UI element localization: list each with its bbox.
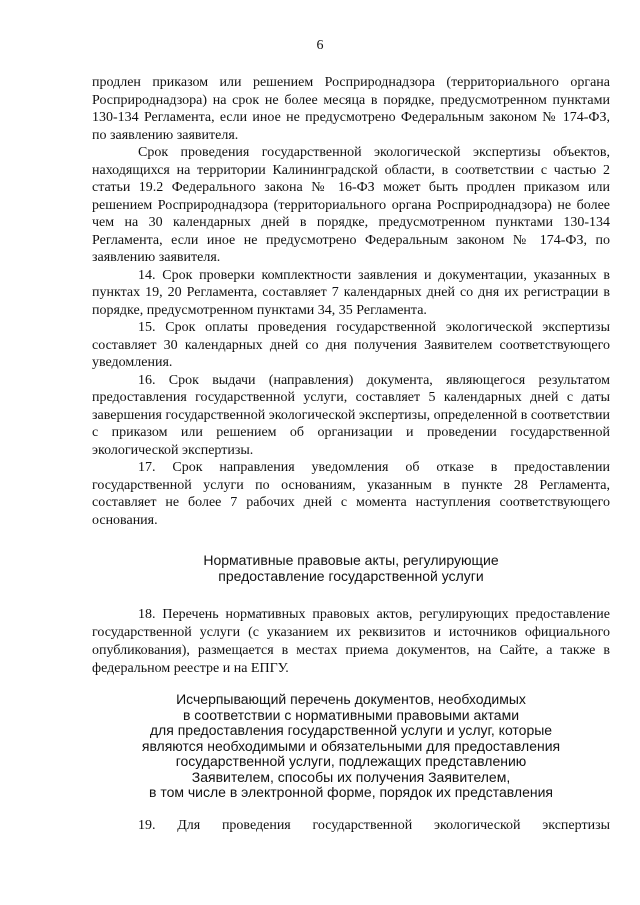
section-heading-documents (92, 692, 610, 801)
paragraph-17: 17. Срок направления уведомления об отказе в предоставлении государственной услуги по основаниям, указанным в пункте 28 Регламента, составляет не более 7 рабочих дней с момента наступления соответствующего основания. (92, 460, 610, 528)
paragraph-16: 16. Срок выдачи (направления) документа, являющегося результатом предоставления государственной услуги, составляет 5 календарных дней с даты завершения государственной экологической экспертизы, определенной в соответствии с приказом или решением об организации и проведении государственной экологической экспертизы. (92, 372, 610, 458)
heading-line: для предоставления государственной услуги и услуг, которые (149, 722, 553, 738)
heading-line: в соответствии с нормативными правовыми актами (182, 706, 520, 723)
paragraph-kaliningrad: Срок проведения государственной экологической экспертизы объектов, находящихся на территории Калининградской области, в соответствии с частью 2 статьи 19.2 Федерального закона № 16-ФЗ может быть продлен приказом или решением Росприроднадзора (территориального органа Росприроднадзора) не более чем на 30 календарных дней в порядке, предусмотренном пунктами 130-134 Регламента, если иное не предусмотрено Федеральным законом № 174-ФЗ, по заявлению заявителя. (92, 145, 610, 265)
paragraph-18: 18. Перечень нормативных правовых актов, регулирующих предоставление государственной услуги (с указанием их реквизитов и источников официального опубликования), размещается в местах приема документов, на Сайте, а также в федеральном реестре и на ЕПГУ. (92, 607, 610, 676)
page-number: 6 (316, 38, 324, 53)
section-heading-legal-acts (92, 553, 610, 584)
heading-line: Нормативные правовые акты, регулирующие (203, 552, 499, 568)
heading-line: являются необходимыми и обязательными для предоставления (141, 737, 561, 754)
heading-line: в том числе в электронной форме, порядок их представления (149, 784, 553, 800)
heading-line: государственной услуги, подлежащих представлению (175, 753, 527, 769)
paragraph-14: 14. Срок проверки комплектности заявления и документации, указанных в пунктах 19, 20 Регламента, составляет 7 календарных дней со дня их регистрации в порядке, предусмотренном пунктами 34, 35 Регламента. (92, 267, 610, 318)
heading-line: Исчерпывающий перечень документов, необходимых (176, 691, 526, 707)
paragraph-15: 15. Срок оплаты проведения государственной экологической экспертизы составляет 30 календарных дней со дня получения Заявителем соответствующего уведомления. (92, 320, 610, 370)
paragraph-continuation: продлен приказом или решением Росприроднадзора (территориального органа Росприроднадзора) на срок не более месяца в порядке, предусмотренном пунктами 130-134 Регламента, если иное не предусмотрено Федеральным законом № 174-ФЗ, по заявлению заявителя. (92, 75, 610, 143)
paragraph-19: 19. Для проведения государственной экологической экспертизы (138, 818, 610, 833)
heading-line: Заявителем, способы их получения Заявителем, (191, 768, 511, 785)
heading-line: предоставление государственной услуги (218, 567, 484, 584)
body-text (92, 74, 610, 529)
